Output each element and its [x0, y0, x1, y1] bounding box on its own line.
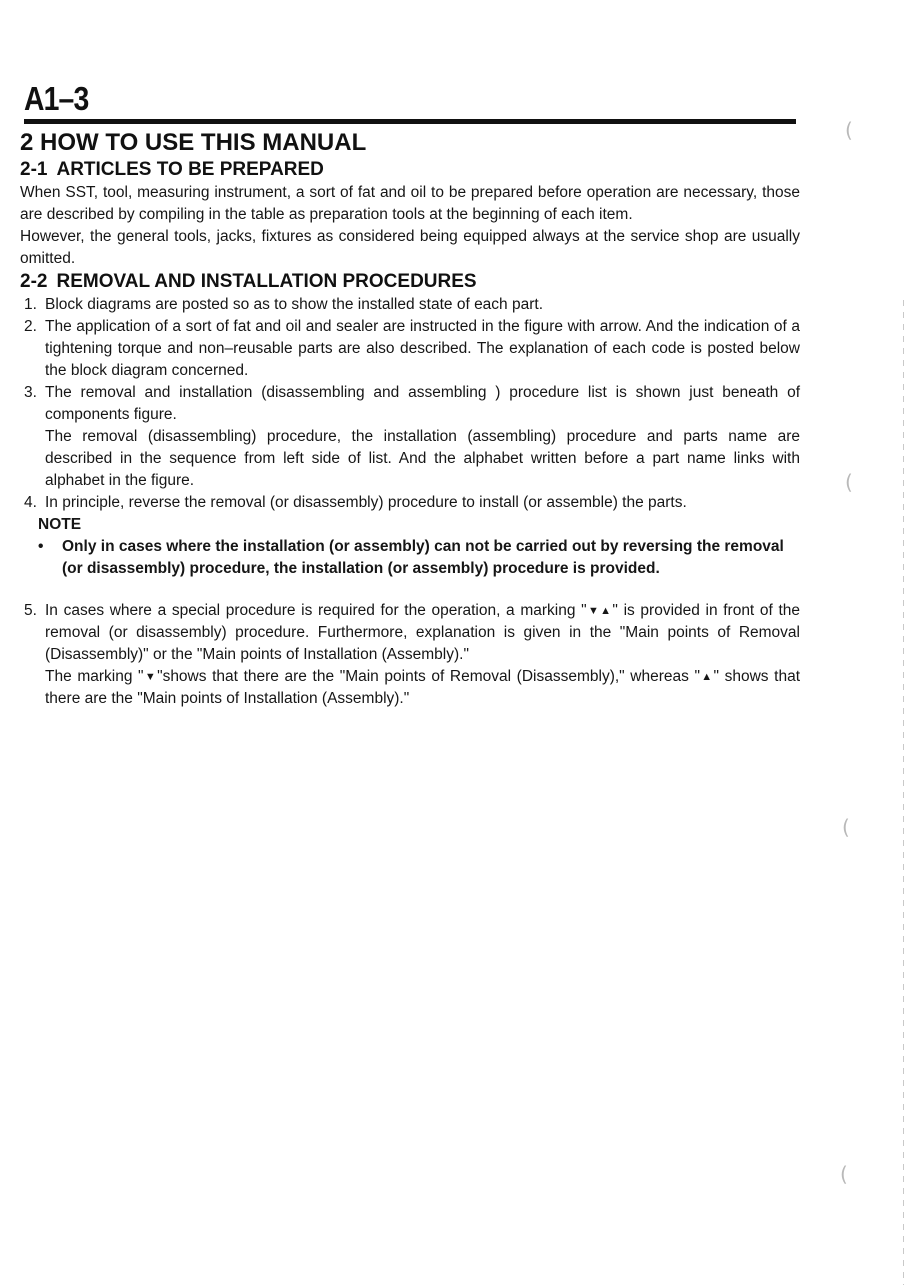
note-bullet: •	[38, 538, 44, 555]
procedure-number: 2.	[24, 318, 37, 335]
procedure-text: " shows that there are the "Main points of Installation (Assembly)."	[45, 668, 800, 707]
page-edge-line	[903, 300, 904, 1285]
procedure-text: " is provided in front of the removal (or disassembly) procedure. Furthermore, explanation is given in the "Main points of Removal (Disassembly)" or the "Main points of Installation (Assembly)."	[45, 602, 801, 663]
procedure-text: In cases where a special procedure is required for the operation, a marking "	[45, 602, 587, 619]
installation-marking: ▲	[699, 671, 714, 683]
articles-heading-number: 2-1	[20, 159, 48, 180]
procedure-item-2	[20, 316, 800, 382]
procedure-number: 4.	[24, 494, 37, 511]
spacer	[20, 580, 800, 600]
binder-hole-mark: (	[845, 470, 853, 494]
procedure-item-5	[20, 600, 800, 710]
procedure-text: The application of a sort of fat and oil and sealer are instructed in the figure with arrow. And the indication of a tightening torque and non–reusable parts are also described. The explanation of each code is posted below the block diagram concerned.	[45, 318, 800, 379]
removal-installation-marking: ▼▲	[586, 605, 613, 617]
procedure-text: Block diagrams are posted so as to show the installed state of each part.	[45, 296, 543, 313]
removal-marking: ▼	[143, 671, 158, 683]
binder-hole-mark: (	[840, 1162, 848, 1186]
page-content	[20, 128, 800, 710]
header-rule	[24, 119, 796, 124]
articles-paragraph-2: However, the general tools, jacks, fixtures as considered being equipped always at the service shop are usually omitted.	[20, 228, 800, 267]
procedure-number: 5.	[24, 602, 37, 619]
procedure-text: The removal and installation (disassembling and assembling ) procedure list is shown just beneath of components figure.	[45, 384, 800, 423]
removal-heading-title: REMOVAL AND INSTALLATION PROCEDURES	[56, 271, 477, 292]
procedure-item-3	[20, 382, 800, 492]
procedure-list	[20, 294, 800, 514]
removal-heading	[20, 270, 800, 294]
procedure-text: In principle, reverse the removal (or disassembly) procedure to install (or assemble) the parts.	[45, 494, 687, 511]
procedure-text: The marking "	[45, 668, 144, 685]
binder-hole-mark: (	[845, 118, 853, 142]
procedure-text-continued: The removal (disassembling) procedure, the installation (assembling) procedure and parts name are described in the sequence from left side of list. And the alphabet written before a part name links with alphabet in the figure.	[45, 428, 800, 489]
procedure-list-continued	[20, 600, 800, 710]
procedure-item-1	[20, 294, 800, 316]
procedure-item-4	[20, 492, 800, 514]
note-item	[20, 536, 800, 580]
page-code: A1–3	[24, 80, 89, 117]
section-title: 2 HOW TO USE THIS MANUAL	[20, 129, 367, 156]
procedure-text: "shows that there are the "Main points of Removal (Disassembly)," whereas "	[157, 668, 700, 685]
procedure-number: 3.	[24, 384, 37, 401]
procedure-number: 1.	[24, 296, 37, 313]
articles-heading-title: ARTICLES TO BE PREPARED	[56, 159, 324, 180]
note-title: NOTE	[38, 516, 82, 533]
removal-heading-number: 2-2	[20, 271, 48, 292]
articles-heading	[20, 158, 800, 182]
note-text: Only in cases where the installation (or assembly) can not be carried out by reversing the removal (or disassembly) procedure, the installation (or assembly) procedure is provided.	[62, 538, 784, 577]
binder-hole-mark: (	[842, 815, 850, 839]
articles-paragraph-1: When SST, tool, measuring instrument, a sort of fat and oil to be prepared before operation are necessary, those are described by compiling in the table as preparation tools at the beginning of each item.	[20, 184, 800, 223]
